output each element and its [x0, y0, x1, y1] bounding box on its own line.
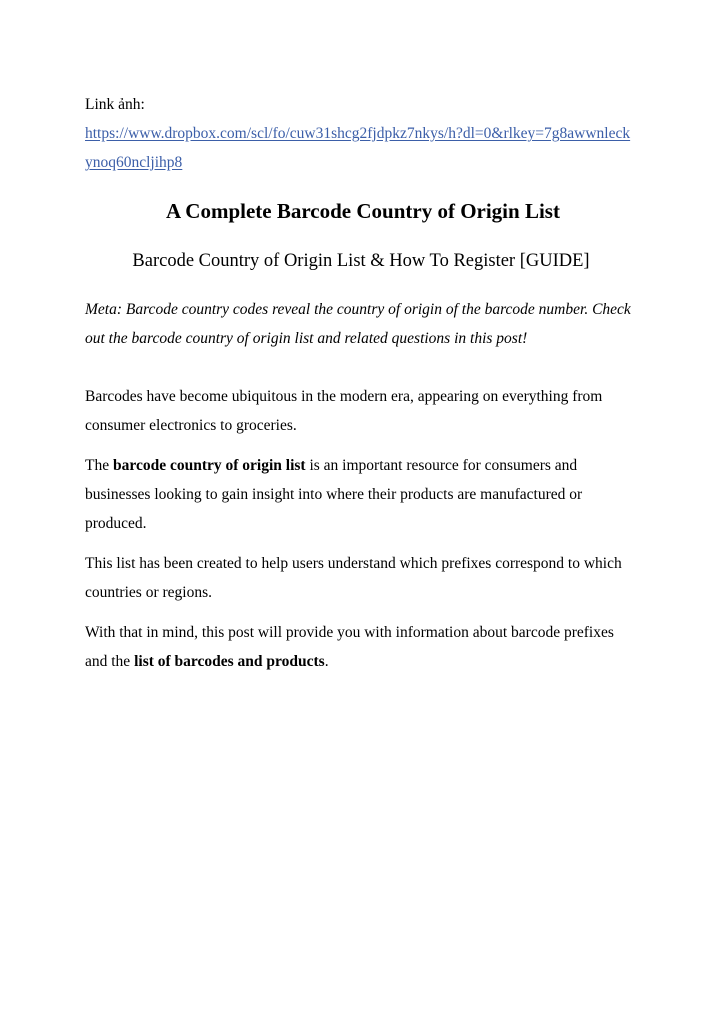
- emphasis-text: list of barcodes and products: [134, 653, 325, 670]
- link-paragraph: [85, 119, 637, 177]
- paragraph-text: .: [324, 653, 329, 670]
- empty-paragraph-spacer: [85, 353, 637, 382]
- emphasis-text: barcode country of origin list: [112, 457, 306, 474]
- body-paragraph: [85, 451, 637, 538]
- page-title: A Complete Barcode Country of Origin List: [166, 199, 560, 223]
- body-paragraph: [85, 382, 637, 440]
- body-paragraph-list: [85, 382, 637, 676]
- page-subtitle: Barcode Country of Origin List & How To Register [GUIDE]: [132, 251, 590, 271]
- paragraph-text: The: [85, 457, 113, 474]
- paragraph-text: is an important resource for consumers and businesses looking to gain insight into where their products are manufactured or produced.: [85, 457, 583, 532]
- paragraph-text: With that in mind, this post will provide you with information about barcode prefixes and the: [85, 624, 614, 670]
- body-paragraph: [85, 549, 637, 607]
- body-paragraph: [85, 618, 637, 676]
- paragraph-text: Barcodes have become ubiquitous in the modern era, appearing on everything from consumer electronics to groceries.: [85, 388, 603, 434]
- document-content: [85, 90, 637, 676]
- paragraph-text: This list has been created to help users understand which prefixes correspond to which countries or regions.: [85, 555, 622, 601]
- link-label: Link ảnh:: [85, 96, 145, 113]
- meta-description-paragraph: Meta: Barcode country codes reveal the country of origin of the barcode number. Check out the barcode country of origin list and related questions in this post!: [85, 301, 631, 347]
- dropbox-link[interactable]: https://www.dropbox.com/scl/fo/cuw31shcg2fjdpkz7nkys/h?dl=0&rlkey=7g8awwnleckynoq60ncljihp8: [85, 125, 631, 171]
